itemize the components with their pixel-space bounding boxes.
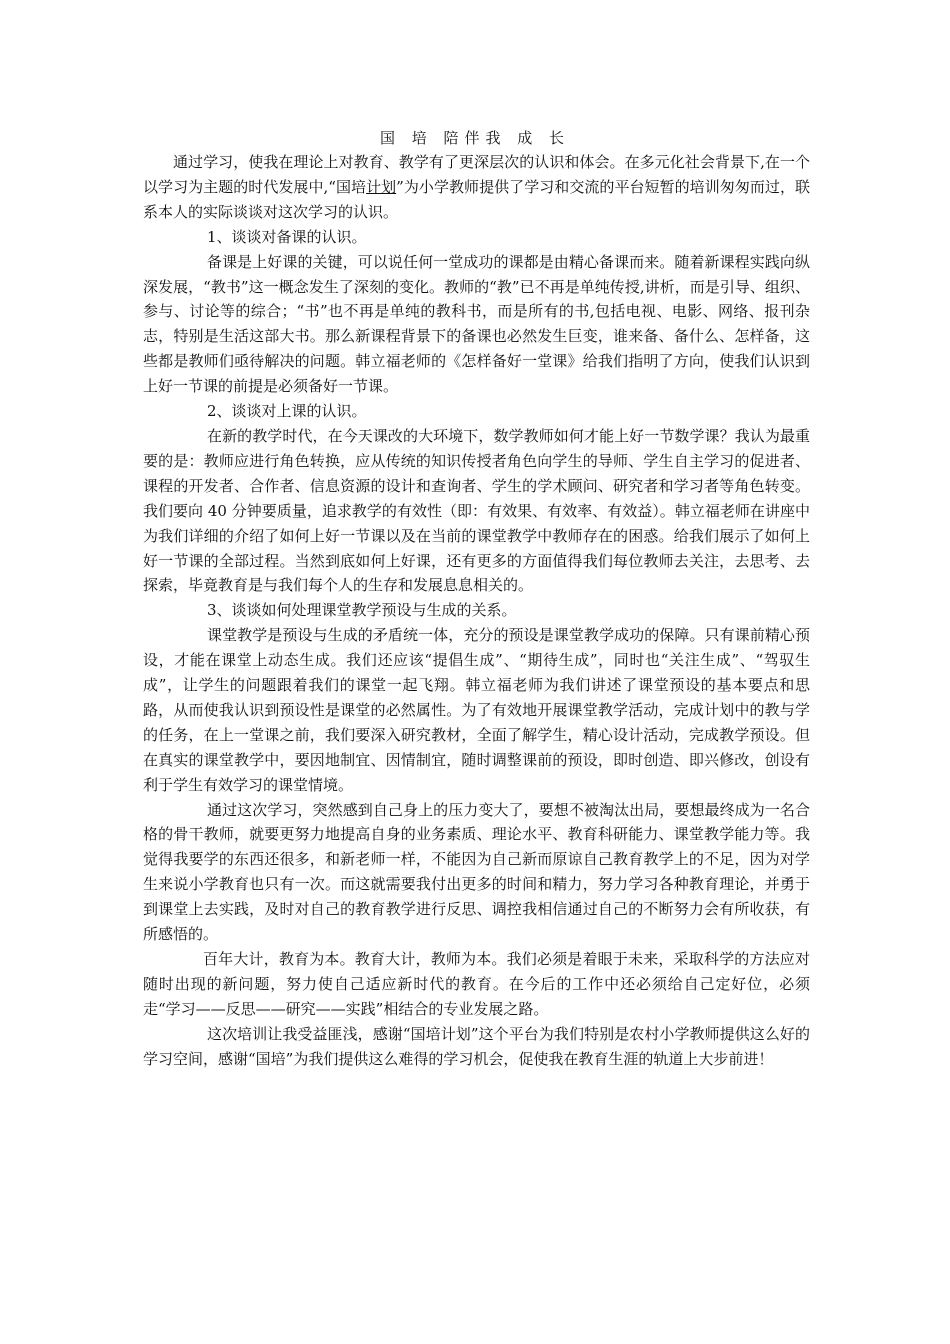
document-body [143,150,810,1072]
intro-text-end: ”为小学教师提供了学习和交流的平台短暂的培训匆匆而过，联系本人的实际谈谈对这次学习的认识。 [143,177,810,221]
education-foundation-paragraph: 百年大计，教育为本。教育大计，教师为本。我们必须是着眼于未来，采取科学的方法应对随时出现的新问题，努力使自己适应新时代的教育。在今后的工作中还必须给自己定好位，必须走“学习——反思——研究——实践”相结合的专业发展之路。 [143,950,810,1018]
section-heading-1: 1、谈谈对备课的认识。 [207,227,367,246]
document-title: 国 培 陪伴我 成 长 [379,129,571,147]
section-heading-3: 3、谈谈如何处理课堂教学预设与生成的关系。 [207,601,517,620]
intro-paragraph [143,150,810,225]
teaching-paragraph: 在新的教学时代，在今天课改的大环境下，数学教师如何才能上好一节数学课？我认为最重要的是：教师应进行角色转换，应从传统的知识传授者角色向学生的导师、学生自主学习的促进者、课程的开发者、合作者、信息资源的设计和查询者、学生的学术顾问、研究者和学习者等角色转变。我们要向 40 分钟要质量，追求教学的有效性（即：有效果、有效率、有效益）。韩立福老师在讲座中为我们详细的介绍了如何上好一节课以及在当前的课堂教学中教师存在的困惑。给我们展示了如何上好一节课的全部过程。当然到底如何上好课，还有更多的方面值得我们每位教师去关注，去思考、去探索，毕竟教育是与我们每个人的生存和发展息息相关的。 [143,426,810,595]
section-heading-2: 2、谈谈对上课的认识。 [207,402,367,421]
preset-generation-paragraph: 课堂教学是预设与生成的矛盾统一体，充分的预设是课堂教学成功的保障。只有课前精心预设，才能在课堂上动态生成。我们还应该“提倡生成”、“期待生成”，同时也“关注生成”、“驾驭生成”，让学生的问题跟着我们的课堂一起飞翔。韩立福老师为我们讲述了课堂预设的基本要点和思路，从而使我认识到预设性是课堂的必然属性。为了有效地开展课堂教学活动，完成计划中的教与学的任务，在上一堂课之前，我们要深入研究教材，全面了解学生，精心设计活动，完成教学预设。但在真实的课堂教学中，要因地制宜、因情制宜，随时调整课前的预设，即时创造、即兴修改，创设有利于学生有效学习的课堂情境。 [143,626,810,794]
intro-text-start: 通过学习，使我在理论上对教育、教学有了更深层次的认识和体会。在多元化社会背景下,在一个以学习为主题的时代发展中,“国培 [143,153,810,196]
lesson-prep-paragraph: 备课是上好课的关键，可以说任何一堂成功的课都是由精心备课而来。随着新课程实践向纵深发展，“教书”这一概念发生了深刻的变化。教师的“教”已不再是单纯传授,讲析，而是引导、组织、参与、讨论等的综合；“书”也不再是单纯的教科书，而是所有的书,包括电视、电影、网络、报刊杂志，特别是生活这部大书。那么新课程背景下的备课也必然发生巨变，谁来备、备什么、怎样备，这些都是教师们亟待解决的问题。韩立福老师的《怎样备好一堂课》给我们指明了方向，使我们认识到上好一节课的前提是必须备好一节课。 [143,252,810,396]
reflection-paragraph: 通过这次学习，突然感到自己身上的压力变大了，要想不被淘汰出局，要想最终成为一名合格的骨干教师，就要更努力地提高自身的业务素质、理论水平、教育科研能力、课堂教学能力等。我觉得我要学的东西还很多，和新老师一样，不能因为自己新而原谅自己教育教学上的不足，因为对学生来说小学教育也只有一次。而这就需要我付出更多的时间和精力，努力学习各种教育理论，并勇于到课堂上去实践，及时对自己的教育教学进行反思、调控我相信通过自己的不断努力会有所收获，有所感悟的。 [143,800,810,944]
plan-link[interactable]: 计划 [366,177,397,196]
closing-paragraph: 这次培训让我受益匪浅，感谢“国培计划”这个平台为我们特别是农村小学教师提供这么好的学习空间，感谢“国培”为我们提供这么难得的学习机会，促使我在教育生涯的轨道上大步前进！ [143,1024,810,1068]
